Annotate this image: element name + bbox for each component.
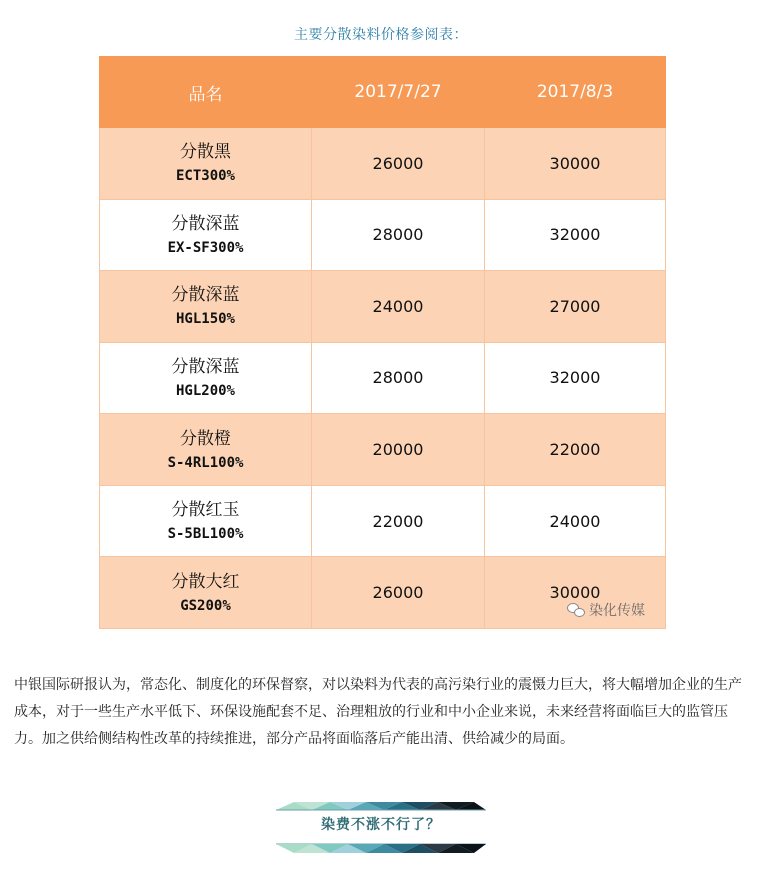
product-name: 分散红玉 — [171, 500, 240, 521]
price-cell: 27000 — [485, 271, 666, 343]
price-cell: 26000 — [312, 128, 485, 200]
table-row — [100, 342, 666, 414]
header-date-1: 2017/7/27 — [312, 57, 485, 128]
product-code: HGL150% — [175, 311, 235, 328]
product-code: GS200% — [180, 597, 231, 614]
product-name: 分散黑 — [180, 142, 231, 163]
product-code: ECT300% — [175, 168, 235, 185]
watermark-text: 染化传媒 — [589, 603, 645, 619]
price-table — [99, 56, 666, 629]
product-name: 分散深蓝 — [171, 285, 240, 306]
price-cell: 28000 — [312, 199, 485, 271]
article-paragraph: 中银国际研报认为，常态化、制度化的环保督察，对以染料为代表的高污染行业的震慑力巨大，将大幅增加企业的生产成本，对于一些生产水平低下、环保设施配套不足、治理粗放的行业和中小企业来说，未来经营将面临巨大的监管压力。加之供给侧结构性改革的持续推进，部分产品将面临落后产能出清、供给减少的局面。 — [14, 677, 742, 747]
price-cell: 22000 — [312, 485, 485, 557]
table-row — [100, 128, 666, 200]
header-product-name: 品名 — [100, 57, 312, 128]
watermark — [567, 600, 645, 620]
product-cell — [100, 199, 312, 271]
price-table-container — [99, 56, 662, 629]
table-row — [100, 414, 666, 486]
product-cell — [100, 557, 312, 629]
price-cell: 24000 — [312, 271, 485, 343]
product-code: EX-SF300% — [167, 239, 244, 256]
product-code: S-5BL100% — [167, 526, 244, 543]
product-name: 分散深蓝 — [171, 356, 240, 377]
product-name: 分散橙 — [180, 428, 231, 449]
price-cell: 24000 — [485, 485, 666, 557]
product-code: HGL200% — [175, 382, 235, 399]
price-cell: 28000 — [312, 342, 485, 414]
price-cell: 22000 — [485, 414, 666, 486]
price-cell: 32000 — [485, 342, 666, 414]
table-caption: 主要分散染料价格参阅表： — [294, 27, 468, 43]
price-cell: 26000 — [312, 557, 485, 629]
table-row — [100, 199, 666, 271]
product-cell — [100, 271, 312, 343]
table-row — [100, 485, 666, 557]
table-header-row — [100, 57, 666, 128]
price-cell: 30000 — [485, 557, 666, 629]
product-cell — [100, 414, 312, 486]
price-cell: 32000 — [485, 199, 666, 271]
price-cell: 20000 — [312, 414, 485, 486]
banner-title: 染费不涨不行了？ — [321, 817, 441, 833]
product-cell — [100, 128, 312, 200]
section-banner — [276, 800, 486, 855]
product-name: 分散大红 — [171, 571, 240, 592]
header-date-2: 2017/8/3 — [485, 57, 666, 128]
price-cell: 30000 — [485, 128, 666, 200]
product-code: S-4RL100% — [167, 454, 244, 471]
product-cell — [100, 342, 312, 414]
product-name: 分散深蓝 — [171, 213, 240, 234]
table-row — [100, 271, 666, 343]
wechat-icon — [567, 603, 585, 617]
product-cell — [100, 485, 312, 557]
